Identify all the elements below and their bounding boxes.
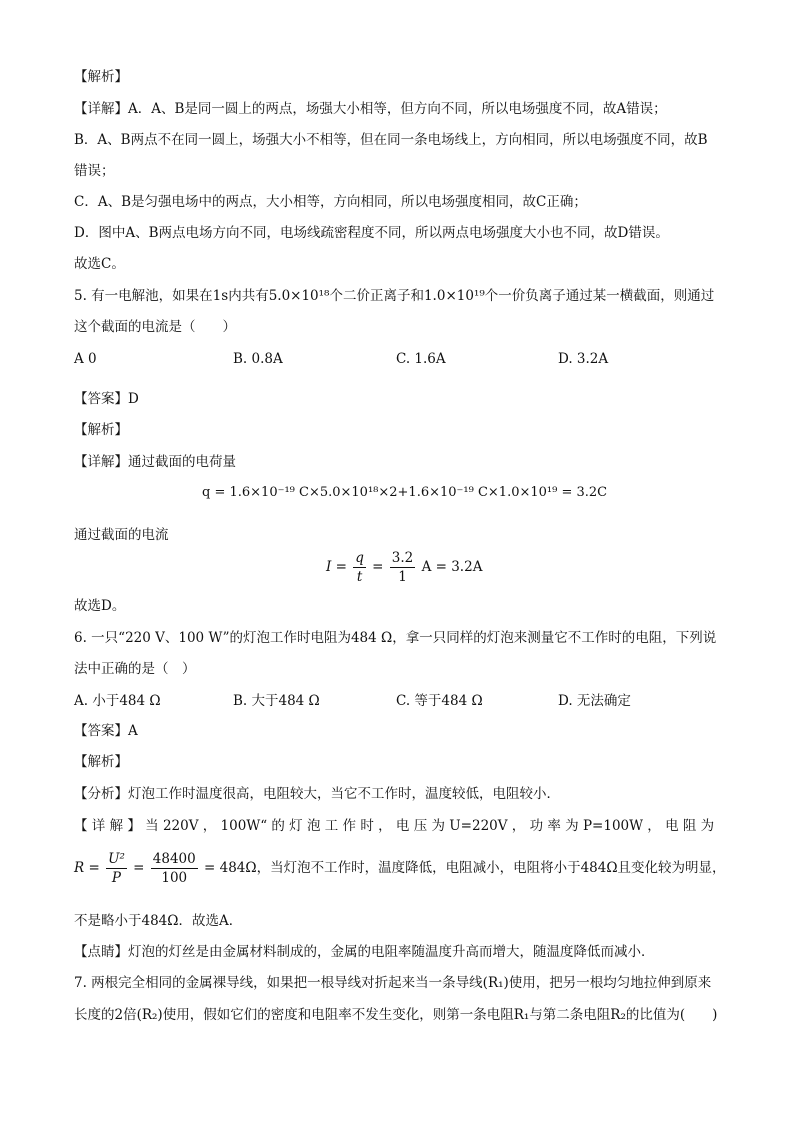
fraction-q-over-t: $\frac{q}{t}$: [355, 550, 364, 585]
fraction-value: $\frac{3.2}{1}$: [391, 550, 414, 585]
q6-conclusion: 不是略小于484Ω．故选A．: [74, 913, 243, 929]
detail-line-b: B．A、B两点不在同一圆上，场强大小不相等，但在同一条电场线上，方向相同，所以电场强度不同，故B: [74, 132, 708, 148]
q6-option-a: A. 小于484 Ω: [74, 693, 161, 709]
question-5-line1: 5. 有一电解池，如果在1s内共有5.0×10¹⁸个二价正离子和1.0×10¹⁹个一价负离子通过某一横截面，则通过: [74, 288, 715, 304]
fraction-resistance-value: $\frac{48400}{100}$: [152, 851, 196, 886]
question-6-line1: 6. 一只“220 V、100 W”的灯泡工作时电阻为484 Ω，拿一只同样的灯泡来测量它不工作时的电阻，下列说: [74, 630, 717, 646]
detail-line-b-cont: 错误；: [74, 163, 115, 179]
fraction-u2-over-p: $\frac{\text{U²}}{P}$: [108, 851, 125, 886]
q6-detail: 【 详 解 】 当 220V ， 100W“ 的 灯 泡 工 作 时 ， 电 压 为 U=220V ， 功 率 为 P=100W ， 电 阻 为: [74, 818, 715, 834]
q5-option-a: A 0: [74, 351, 97, 367]
q6-option-c: C. 等于484 Ω: [396, 693, 483, 709]
q6-reasoning: 【分析】灯泡工作时温度很高，电阻较大，当它不工作时，温度较低，电阻较小．: [74, 786, 560, 802]
resistance-formula: R = $\frac{\text{U²}}{P}$ = $\frac{48400}{100}$ = 484Ω，当灯泡不工作时，温度降低，电阻减小，电阻将小于484Ω且变化较为明显，: [74, 851, 726, 886]
q5-analysis-heading: 【解析】: [74, 422, 128, 438]
detail-line-d: D．图中A、B两点电场方向不同，电场线疏密程度不同，所以两点电场强度大小也不同，故D错误。: [74, 225, 669, 241]
q6-option-b: B. 大于484 Ω: [233, 693, 320, 709]
analysis-heading: 【解析】: [74, 69, 128, 85]
question-7-line1: 7. 两根完全相同的金属裸导线，如果把一根导线对折起来当一条导线(R₁)使用，把另一根均匀地拉伸到原来: [74, 975, 712, 991]
q5-option-b: B. 0.8A: [233, 351, 283, 367]
q5-option-c: C. 1.6A: [396, 351, 446, 367]
q6-analysis-heading: 【解析】: [74, 754, 128, 770]
current-formula-rhs: A = 3.2A: [421, 559, 483, 575]
resistance-formula-lhs: R =: [74, 860, 100, 876]
answer-select-d: 故选D。: [74, 598, 126, 614]
charge-formula: q = 1.6×10⁻¹⁹ C×5.0×10¹⁸×2+1.6×10⁻¹⁹ C×1.0×10¹⁹ = 3.2C: [202, 485, 608, 500]
answer-select-c: 故选C。: [74, 256, 125, 272]
resistance-formula-rhs: = 484Ω，当灯泡不工作时，温度降低，电阻减小，电阻将小于484Ω且变化较为明显，: [204, 860, 726, 876]
current-formula-lhs: I =: [326, 559, 347, 575]
q6-highlight: 【点睛】灯泡的灯丝是由金属材料制成的，金属的电阻率随温度升高而增大，随温度降低而减小．: [74, 944, 655, 960]
q5-option-d: D. 3.2A: [558, 351, 609, 367]
q5-detail: 【详解】通过截面的电荷量: [74, 454, 236, 470]
q6-option-d: D. 无法确定: [558, 693, 631, 709]
detail-line-a: 【详解】A．A、B是同一圆上的两点，场强大小相等，但方向不同，所以电场强度不同，故A错误；: [74, 101, 667, 117]
question-7-line2: 长度的2倍(R₂)使用，假如它们的密度和电阻率不发生变化，则第一条电阻R₁与第二条电阻R₂的比值为( ): [74, 1007, 718, 1023]
detail-line-c: C．A、B是匀强电场中的两点，大小相等，方向相同，所以电场强度相同，故C正确；: [74, 194, 587, 210]
question-6-line2: 法中正确的是（ ）: [74, 661, 196, 677]
current-formula: I = $\frac{q}{t}$ = $\frac{3.2}{1}$ A = 3.2A: [326, 550, 483, 585]
q5-answer: 【答案】D: [74, 391, 139, 407]
question-5-line2: 这个截面的电流是（ ）: [74, 319, 236, 335]
q6-answer: 【答案】A: [74, 723, 138, 739]
current-label: 通过截面的电流: [74, 527, 169, 543]
